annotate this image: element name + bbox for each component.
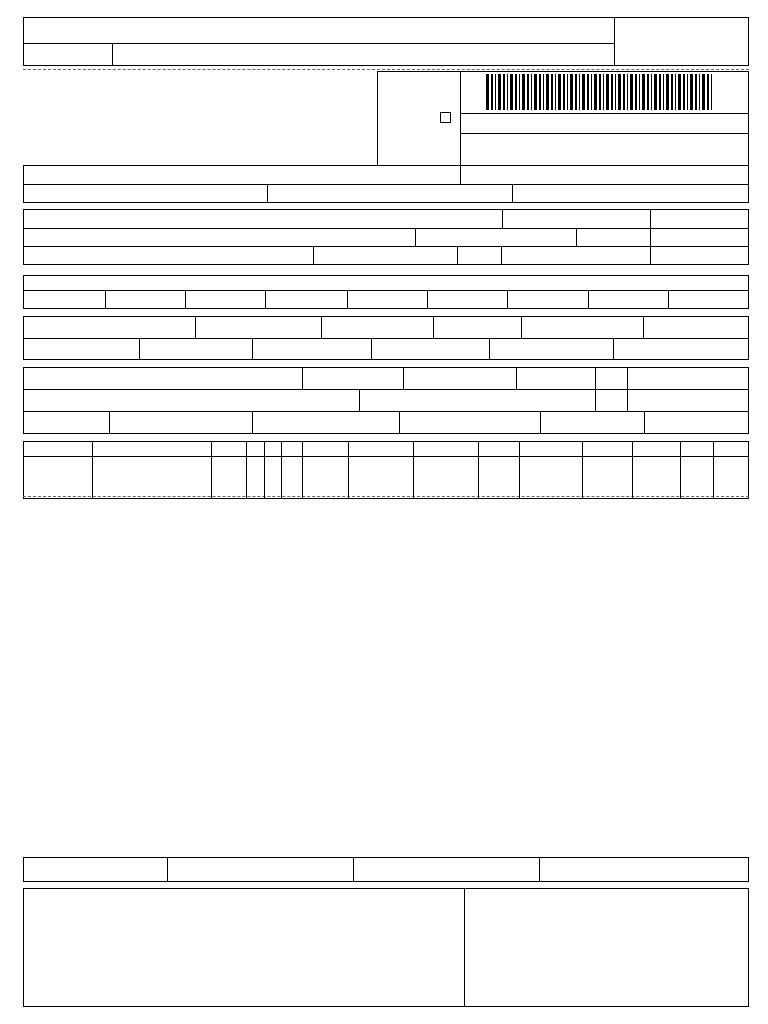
barcode-bar <box>647 74 649 110</box>
barcode-bar <box>702 74 705 110</box>
receipt-stub <box>23 17 749 66</box>
carrier-uf-divider-right <box>627 367 628 411</box>
barcode-bar <box>639 74 640 110</box>
product-col-ipi-value <box>632 441 633 499</box>
carrier-row-line-1 <box>23 389 749 390</box>
tax-r1-divider-5 <box>643 316 644 338</box>
barcode-bar <box>666 74 669 110</box>
recipient-r3-divider-3 <box>501 246 502 265</box>
product-col-icms-base <box>519 441 520 499</box>
barcode <box>486 74 712 110</box>
barcode-bar <box>575 74 577 110</box>
invoice-divider-4 <box>347 290 348 309</box>
issuer-info-area <box>23 71 379 166</box>
carrier-r3-divider-3 <box>399 411 400 434</box>
barcode-bar <box>531 74 532 110</box>
recipient-row-line-1 <box>23 228 749 229</box>
tax-r1-divider-1 <box>195 316 196 338</box>
carrier-r1-divider-1 <box>302 367 303 389</box>
tax-r1-divider-4 <box>521 316 522 338</box>
tax-r2-divider-3 <box>371 338 372 360</box>
barcode-bar <box>503 74 505 110</box>
barcode-bar <box>611 74 613 110</box>
barcode-bar <box>539 74 541 110</box>
barcode-bar <box>627 74 628 110</box>
barcode-bar <box>630 74 633 110</box>
issqn-section <box>23 857 749 882</box>
carrier-r2-divider-1 <box>359 389 360 411</box>
entry-exit-checkbox[interactable] <box>440 112 451 123</box>
barcode-bar <box>591 74 592 110</box>
reserved-area-divider <box>464 888 465 1007</box>
barcode-bar <box>635 74 637 110</box>
barcode-bar <box>587 74 589 110</box>
tax-r2-divider-5 <box>613 338 614 360</box>
barcode-bar <box>498 74 501 110</box>
barcode-bar <box>551 74 553 110</box>
barcode-bar <box>683 74 685 110</box>
protocol-divider <box>460 165 461 185</box>
recipient-col-divider-right <box>650 209 651 265</box>
barcode-bar <box>599 74 601 110</box>
barcode-bar <box>495 74 496 110</box>
product-col-icms-value <box>582 441 583 499</box>
barcode-bar <box>570 74 573 110</box>
barcode-bar <box>555 74 556 110</box>
barcode-bar <box>579 74 580 110</box>
barcode-bar <box>690 74 693 110</box>
issqn-divider-3 <box>539 857 540 882</box>
barcode-bar <box>543 74 544 110</box>
barcode-bar <box>618 74 621 110</box>
product-items-table <box>23 441 749 499</box>
barcode-bar <box>515 74 517 110</box>
carrier-row-line-2 <box>23 411 749 412</box>
product-col-code <box>92 441 93 499</box>
barcode-bar <box>491 74 493 110</box>
tax-r2-divider-4 <box>489 338 490 360</box>
product-col-total-value <box>478 441 479 499</box>
barcode-bar <box>615 74 616 110</box>
invoice-divider-2 <box>185 290 186 309</box>
barcode-bar <box>606 74 609 110</box>
barcode-bar <box>603 74 604 110</box>
additional-data-section <box>23 888 749 1007</box>
barcode-bar <box>519 74 520 110</box>
state-registration-row <box>23 184 749 203</box>
barcode-bar <box>486 74 489 110</box>
product-col-unit <box>302 441 303 499</box>
barcode-bar <box>707 74 709 110</box>
carrier-r1-divider-3 <box>516 367 517 389</box>
tax-r1-divider-3 <box>433 316 434 338</box>
state-reg-divider-2 <box>512 184 513 203</box>
barcode-bar <box>567 74 568 110</box>
barcode-bar <box>558 74 561 110</box>
product-col-icms-rate <box>680 441 681 499</box>
product-row-dashed-line <box>23 496 749 497</box>
product-col-quantity <box>348 441 349 499</box>
barcode-bar <box>546 74 549 110</box>
product-col-ipi-rate <box>713 441 714 499</box>
access-key-value-line <box>460 133 749 134</box>
recipient-r3-divider-2 <box>457 246 458 265</box>
invoices-section <box>23 275 749 309</box>
carrier-uf-divider-left <box>595 367 596 411</box>
barcode-bar <box>522 74 525 110</box>
carrier-r3-divider-4 <box>540 411 541 434</box>
barcode-bar <box>623 74 625 110</box>
recipient-r2-divider-1 <box>415 228 416 246</box>
invoices-row-line <box>23 290 749 291</box>
product-col-unit-value <box>413 441 414 499</box>
invoice-divider-8 <box>668 290 669 309</box>
recipient-section <box>23 209 749 265</box>
invoice-divider-5 <box>427 290 428 309</box>
product-col-description <box>211 441 212 499</box>
invoice-divider-7 <box>588 290 589 309</box>
product-col-cst <box>264 441 265 499</box>
carrier-r3-divider-2 <box>252 411 253 434</box>
barcode-bar <box>687 74 688 110</box>
recipient-r3-divider-1 <box>313 246 314 265</box>
barcode-bar <box>659 74 661 110</box>
product-col-ncm <box>246 441 247 499</box>
barcode-bar <box>654 74 657 110</box>
recipient-r1-divider-1 <box>502 209 503 228</box>
barcode-bar <box>510 74 513 110</box>
barcode-bar <box>663 74 664 110</box>
barcode-bar <box>594 74 597 110</box>
tax-r2-divider-2 <box>252 338 253 360</box>
receipt-stub-divider <box>614 17 615 66</box>
product-col-cfop <box>281 441 282 499</box>
product-header-line <box>23 456 749 457</box>
carrier-r1-divider-2 <box>403 367 404 389</box>
barcode-bar <box>507 74 508 110</box>
state-reg-divider-1 <box>267 184 268 203</box>
recipient-row-line-2 <box>23 246 749 247</box>
issqn-divider-2 <box>353 857 354 882</box>
recipient-r2-divider-2 <box>576 228 577 246</box>
nature-of-operation-row <box>23 165 749 185</box>
barcode-bar <box>675 74 676 110</box>
invoice-divider-6 <box>507 290 508 309</box>
barcode-bar <box>711 74 712 110</box>
cut-line <box>23 69 749 70</box>
barcode-bar <box>582 74 585 110</box>
invoice-divider-1 <box>105 290 106 309</box>
tax-r2-divider-1 <box>139 338 140 360</box>
issqn-divider-1 <box>167 857 168 882</box>
barcode-bar <box>527 74 529 110</box>
barcode-bar <box>699 74 700 110</box>
carrier-r3-divider-1 <box>109 411 110 434</box>
barcode-bar <box>642 74 645 110</box>
barcode-bar <box>563 74 565 110</box>
barcode-bar <box>534 74 537 110</box>
carrier-section <box>23 367 749 434</box>
access-key-label-line <box>460 113 749 114</box>
tax-r1-divider-2 <box>321 316 322 338</box>
carrier-r3-divider-5 <box>644 411 645 434</box>
barcode-bar <box>651 74 652 110</box>
receipt-date-divider <box>112 43 113 66</box>
invoice-divider-3 <box>265 290 266 309</box>
tax-row-line <box>23 338 749 339</box>
barcode-bar <box>678 74 681 110</box>
barcode-bar <box>671 74 673 110</box>
barcode-bar <box>695 74 697 110</box>
